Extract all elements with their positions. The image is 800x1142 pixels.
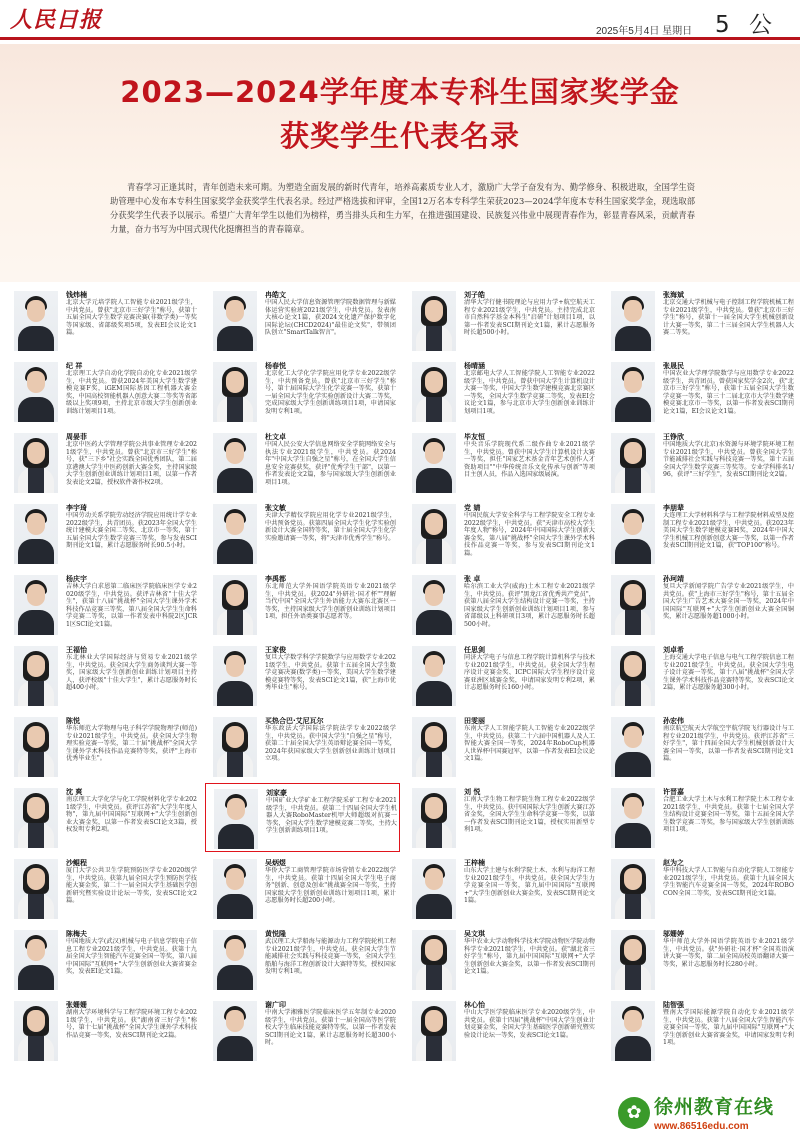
student-name: 党 婧: [464, 504, 481, 512]
student-card: [603, 428, 798, 497]
student-photo: [213, 859, 257, 919]
student-card: [6, 925, 201, 994]
student-name: 张晟民: [663, 362, 684, 370]
student-description: 中国民航大学安全科学与工程学院安全工程专业2022级学生，中共党员。获"天津市高校大学生年度人物"称号，2024年中国国际大学生创新大赛金奖，第八届"挑战杯"全国大学生课外学术科技作品竞赛一等奖，参与发表SCI期刊论文1篇。: [464, 512, 595, 557]
student-photo: [611, 859, 655, 919]
student-name: 刘卓希: [663, 646, 684, 654]
student-card: [404, 712, 599, 781]
student-name: 周晏菲: [66, 433, 87, 441]
student-photo: [412, 859, 456, 919]
student-photo: [412, 930, 456, 990]
student-card: [205, 854, 400, 923]
student-description: 清华大学行健书院理论与应用力学+航空航天工程专业2021级学生，中共党员。主持完成北京市自然科学基金本科生"启研"计划项目1项，以第一作者发表SCI期刊论文1篇，累计志愿服务时长超500小时。: [464, 299, 595, 337]
student-name: 冉皓文: [265, 291, 286, 299]
student-description: 北京大学元培学院人工智能专业2021级学生，中共党员。曾获"北京市三好学生"称号，获第十五届全国大学生数学竞赛决赛(非数学类)一等奖等国家级、省部级奖项5项，发表EI会议论文1篇。: [66, 299, 197, 337]
student-photo: [412, 362, 456, 422]
intro-paragraph: 青春学习正逢其时，青年创造未来可期。为塑造全面发展的新时代青年，培养高素质专业人才，激励广大学子奋发有为、勤学修身、积极进取，全国学生资助管理中心发布本专科生国家奖学金获奖学生代表名录。经过严格选拔和评审，全国12万名本专科学生荣获2023—2024学年度本专科生国家奖学金，现选取部分获奖学生代表予以展示。希望广大青年学生以他们为榜样，勇当排头兵和生力军，在推进强国建设、民族复兴伟业中展现青春作为，彰显青春风采，贡献青春力量，奋力书写为中国式现代化挺膺担当的青春篇章。: [110, 182, 695, 234]
student-name: 沈 爽: [66, 788, 83, 796]
student-card: [603, 712, 798, 781]
headline-line-2: 获奖学生代表名录: [279, 119, 520, 153]
student-description: 华东政法大学国际法学院法学专业2022级学生，中共党员。获中国大学生"自强之星"称号，获第二十届全国大学生英语辩论赛全国一等奖，2024年获国家级大学生创新创业训练计划项目立项。: [265, 725, 396, 763]
student-card: [205, 996, 400, 1065]
student-name: 王家俊: [265, 646, 286, 654]
student-description: 中国矿业大学矿业工程学院采矿工程专业2021级学生，中共党员。获第二十四届全国大学生机器人大赛RoboMaster机甲大师超级对抗赛一等奖，全国大学生数学建模竞赛二等奖，主持大学生创新训练项目1项。: [266, 797, 397, 835]
student-description: 北京中医药大学管理学院公共事业管理专业2021级学生，中共党员。曾获"北京市三好学生"称号，获"三下乡"社会实践全国优秀团队，第二届京港澳大学生中医药创新大赛金奖，主持国家级大学生创新创业训练计划项目1项，以第一作者发表论文2篇，授权软件著作权2项。: [66, 441, 197, 486]
student-photo: [611, 575, 655, 635]
student-card: [205, 641, 400, 710]
student-name: 孙珂靖: [663, 575, 684, 583]
student-card: [6, 783, 201, 852]
student-photo: [611, 291, 655, 351]
student-name: 王铮欣: [663, 433, 684, 441]
student-description: 华中科技大学人工智能与自动化学院人工智能专业2021级学生，中共党员。获第十九届全国大学生智能汽车竞赛全国一等奖，2024年ROBOCON全国二等奖，发表SCI期刊论文1篇。: [663, 867, 794, 897]
student-name: 任思剑: [464, 646, 485, 654]
student-card: [205, 783, 400, 852]
student-name: 陈梅夫: [66, 930, 87, 938]
student-card: [6, 357, 201, 426]
student-photo: [14, 646, 58, 706]
watermark-url: www.86516edu.com: [654, 1121, 749, 1132]
student-card: [404, 570, 599, 639]
student-description: 中山大学医学院临床医学专业2020级学生，中共党员。获第十四届"挑战杯"中国大学生创业计划竞赛金奖，全国大学生基础医学创新研究暨实验设计论坛一等奖，发表SCI论文1篇。: [464, 1009, 595, 1039]
student-name: 毕友恒: [464, 433, 485, 441]
student-card: [205, 570, 400, 639]
student-name: 杨庆宇: [66, 575, 87, 583]
student-card: [404, 996, 599, 1065]
student-photo: [412, 575, 456, 635]
student-description: 华东师范大学物理与电子科学学院物理学(师范)专业2021级学生，中共党员。获全国大学生物理实验竞赛一等奖，第二十届"挑战杯"全国大学生课外学术科技作品竞赛特等奖，获评"上海市优秀毕业生"。: [66, 725, 197, 763]
student-description: 大连理工大学材料科学与工程学院材料成型及控制工程专业2021级学生，中共党员。获2023年美国大学生数学建模竞赛H奖，2024年中国大学生机械工程创新创意大赛一等奖，以第一作者发表SCI期刊论文1篇，获"TOP100"称号。: [663, 512, 794, 550]
student-photo: [14, 575, 58, 635]
student-card: [603, 641, 798, 710]
student-description: 中国劳动关系学院劳动经济学院应用统计学专业2022级学生，共青团员。获2023年全国大学生统计建模大赛全国二等奖、北京市一等奖，第十五届全国大学生数学竞赛三等奖，参与发表SCI期刊论文1篇，累计志愿服务时长90.5小时。: [66, 512, 197, 550]
page-label: 5 公: [715, 12, 778, 38]
student-card: [603, 570, 798, 639]
student-description: 南京理工大学化学与化工学院材料化学专业2021级学生，中共党员。获评江苏省"大学生年度人物"，第九届中国国际"互联网+"大学生创新创业大赛金奖，以第一作者发表SCI论文3篇，授权发明专利2项。: [66, 796, 197, 834]
newspaper-logo: 人民日报: [10, 7, 103, 33]
student-description: 江南大学生物工程学院生物工程专业2022级学生，中共党员。获中国国际大学生创新大赛江苏省金奖，全国大学生生命科学竞赛一等奖，以第一作者发表SCI期刊论文1篇，授权实用新型专利1项。: [464, 796, 595, 834]
student-name: 王福怡: [66, 646, 87, 654]
student-photo: [611, 717, 655, 777]
student-photo: [611, 433, 655, 493]
student-description: 北京理工大学自动化学院自动化专业2021级学生，中共党员。曾获2024年美国大学生数学建模竞赛F奖，iGEM国际基因工程机器大赛金奖，中国高校智能机器人创意大赛二等奖等省部级以上奖项9项，主持北京市级大学生创新创业训练计划项目1项。: [66, 370, 197, 415]
student-card: [6, 499, 201, 568]
student-description: 南京航空航天大学航空宇航学院飞行器设计与工程专业2021级学生，中共党员。获评江苏省"三好学生"，第十四届全国大学生机械创新设计大赛全国一等奖，以第一作者发表SCI期刊论文1篇。: [663, 725, 794, 763]
student-name: 张姗姗: [66, 1001, 87, 1009]
student-photo: [14, 291, 58, 351]
student-photo: [611, 362, 655, 422]
student-photo: [14, 504, 58, 564]
headline-line-1: 2023—2024学年度本专科生国家奖学金: [120, 75, 680, 109]
student-card: [404, 641, 599, 710]
masthead: [0, 0, 800, 40]
student-photo: [412, 433, 456, 493]
student-name: 张海斌: [663, 291, 684, 299]
student-description: 华中师范大学外国语学院英语专业2021级学生，中共党员。获"外研社·国才杯"全国英语演讲大赛一等奖，第二届全国高校英语翻译大赛一等奖，累计志愿服务时长280小时。: [663, 938, 794, 968]
student-description: 东南大学人工智能学院人工智能专业2022级学生，中共党员。获第二十六届中国机器人及人工智能大赛全国一等奖，2024年RoboCup机器人世界杯中国赛冠军，以第一作者发表EI会议论文1篇。: [464, 725, 595, 763]
student-description: 复旦大学新闻学院广告学专业2021级学生，中共党员。获"上海市三好学生"称号，第十五届全国大学生广告艺术大赛全国一等奖，2024年中国国际"互联网+"大学生创新创业大赛全国铜奖，累计志愿服务超1000小时。: [663, 583, 794, 621]
student-card: [205, 428, 400, 497]
student-photo: [412, 1001, 456, 1061]
student-description: 北京化工大学化学学院应用化学专业2022级学生，中共预备党员。曾获"北京市三好学生"称号，第十届国际大学生化学竞赛一等奖，获第十一届全国大学生化学实验创新设计大赛二等奖，完成国家级大学生创新训练项目1项，申请国家发明专利1项。: [265, 370, 396, 415]
student-description: 同济大学电子与信息工程学院计算机科学与技术专业2021级学生，中共党员。获全国大学生程序设计竞赛金奖、ICPC国际大学生程序设计竞赛亚洲区域赛金奖，申请国家发明专利2项，累计志愿服务时长160小时。: [464, 654, 595, 692]
student-photo: [611, 1001, 655, 1061]
student-photo: [213, 362, 257, 422]
student-description: 合肥工业大学土木与水利工程学院土木工程专业2021级学生，中共党员。获第十七届全国大学生结构设计竞赛全国一等奖，第十五届全国大学生数学竞赛二等奖，参与国家级大学生创新训练项目1项。: [663, 796, 794, 834]
student-description: 华侨大学工商管理学院市场营销专业2022级学生，中共党员。获第十四届全国大学生电子商务"创新、创意及创业"挑战赛全国一等奖，主持国家级大学生创新创业训练计划项目1项，累计志愿服务时长超200小时。: [265, 867, 396, 905]
student-name: 李朋辈: [663, 504, 684, 512]
student-name: 吴文琪: [464, 930, 485, 938]
student-photo: [213, 291, 257, 351]
student-card: [404, 783, 599, 852]
student-card: [404, 428, 599, 497]
student-description: 中国农业大学理学院数学与应用数学专业2022级学生，共青团员。曾获国家奖学金2次，获"北京市三好学生"称号，获第十五届全国大学生数学竞赛一等奖，第三十二届北京市大学生数学建模竞赛北京市一等奖，以第一作者发表SCI期刊论文1篇，EI会议论文1篇。: [663, 370, 794, 415]
student-name: 陆智强: [663, 1001, 684, 1009]
student-card: [6, 712, 201, 781]
student-photo: [213, 717, 257, 777]
leaf-icon: ✿: [618, 1097, 650, 1129]
student-photo: [214, 789, 258, 849]
student-photo: [611, 646, 655, 706]
student-photo: [412, 717, 456, 777]
student-card: [6, 641, 201, 710]
student-description: 中国地质大学(北京)水资源与环境学院环境工程专业2021级学生，中共党员。曾获全国大学生节能减排社会实践与科技竞赛一等奖，第十五届全国大学生数学竞赛三等奖等。专业学科排名1/96，获评"三好学生"，发表SCI期刊论文2篇。: [663, 441, 794, 479]
student-description: 中央音乐学院现代系二级作曲专业2021级学生，中共党员。曾获中国大学生计算机设计大赛一等奖，担任"国家艺术基金青年艺术创作人才资助项目""中华传统音乐文化传承与创新"等项目主创人员，作品入选国家级展演。: [464, 441, 595, 479]
student-name: 李宇琦: [66, 504, 87, 512]
student-name: 沙鲲程: [66, 859, 87, 867]
student-photo: [611, 504, 655, 564]
student-name: 赵为之: [663, 859, 684, 867]
student-card: [404, 357, 599, 426]
student-photo: [213, 930, 257, 990]
student-description: 武汉理工大学船海与能源动力工程学院轮机工程专业2021级学生，中共党员。获全国大学生节能减排社会实践与科技竞赛一等奖，全国大学生船舶与海洋工程创新设计大赛特等奖，授权国家发明专利1项。: [265, 938, 396, 976]
student-photo: [14, 717, 58, 777]
student-photo: [611, 930, 655, 990]
student-photo: [213, 646, 257, 706]
student-card: [404, 286, 599, 355]
student-name: 吴炳煜: [265, 859, 286, 867]
student-description: 山东大学土建与水利学院土木、水利与海洋工程专业2021级学生，中共党员。获全国大学生力学竞赛全国一等奖，第九届中国国际"互联网+"大学生创新创业大赛金奖，发表SCI期刊论文1篇。: [464, 867, 595, 905]
student-grid: [6, 286, 794, 1138]
student-name: 王梓楠: [464, 859, 485, 867]
student-name: 钱炜楠: [66, 291, 87, 299]
student-name: 孙宏伟: [663, 717, 684, 725]
student-name: 黄悦隆: [265, 930, 286, 938]
student-photo: [412, 504, 456, 564]
student-photo: [14, 433, 58, 493]
student-name: 杨春悦: [265, 362, 286, 370]
student-card: [6, 996, 201, 1065]
student-name: 刘 悦: [464, 788, 481, 796]
student-photo: [14, 788, 58, 848]
student-description: 暨南大学国际能源学院自动化专业2021级学生，中共党员。获第十八届全国大学生智能汽车竞赛全国一等奖，第九届中国国际"互联网+"大学生创新创业大赛省赛金奖，申请国家发明专利1项。: [663, 1009, 794, 1047]
student-name: 许晋嘉: [663, 788, 684, 796]
student-card: [404, 854, 599, 923]
student-card: [205, 286, 400, 355]
student-name: 买热合巴·艾尼瓦尔: [265, 717, 324, 725]
student-name: 张 卓: [464, 575, 481, 583]
student-photo: [213, 575, 257, 635]
student-name: 刘家豪: [266, 789, 287, 797]
student-description: 复旦大学数学科学学院数学与应用数学专业2021级学生，中共党员。获第十五届全国大学生数学竞赛决赛(数学类)一等奖，美国大学生数学建模竞赛特等奖，发表SCI论文1篇，获"上海市优秀毕业生"称号。: [265, 654, 396, 692]
student-card: [603, 996, 798, 1065]
student-card: [603, 783, 798, 852]
issue-date: 2025年5月4日 星期日: [596, 26, 693, 37]
student-card: [6, 570, 201, 639]
student-name: 田雯丽: [464, 717, 485, 725]
student-photo: [14, 930, 58, 990]
student-card: [6, 428, 201, 497]
student-name: 张文敏: [265, 504, 286, 512]
student-name: 纪 祥: [66, 362, 83, 370]
student-name: 林心怡: [464, 1001, 485, 1009]
student-photo: [412, 291, 456, 351]
student-card: [603, 357, 798, 426]
student-description: 哈尔滨工业大学(威海)土木工程专业2021级学生，中共党员。获评"黑龙江省优秀共产党员"，获第八届全国大学生结构设计竞赛一等奖，主持国家级大学生创新创业训练计划项目1项，参与省部级以上科研项目3项，累计志愿服务时长超500小时。: [464, 583, 595, 628]
student-description: 北京邮电大学人工智能学院人工智能专业2022级学生，中共党员。曾获中国大学生计算机设计大赛一等奖，中国大学生数学建模竞赛北京赛区一等奖，全国大学生数学竞赛二等奖，发表EI会议论文1篇，参与北京市大学生创新创业训练计划项目1项。: [464, 370, 595, 415]
student-description: 中国人民大学信息资源管理学院数据管理与新媒体运营实验班2021级学生，中共党员。发表南大核心论文1篇，获2024文化遗产保护数字化国际论坛(CHCD2024)"最佳论文奖"，带领团队创立"SmartTalk智言"。: [265, 299, 396, 337]
student-photo: [412, 788, 456, 848]
student-card: [404, 499, 599, 568]
student-name: 刘子皓: [464, 291, 485, 299]
student-card: [603, 925, 798, 994]
student-photo: [14, 362, 58, 422]
student-card: [6, 854, 201, 923]
student-name: 谢广印: [265, 1001, 286, 1009]
student-photo: [14, 859, 58, 919]
student-photo: [213, 433, 257, 493]
student-description: 中国人民公安大学信息网络安全学院网络安全与执法专业2021级学生，中共党员。获2024年"中国大学生自强之星"称号，在全国大学生信息安全竞赛获奖，获评"优秀学生干部"，以第一作者发表论文2篇，参与国家级大学生创新创业项目1项。: [265, 441, 396, 486]
student-description: 北京交通大学机械与电子控制工程学院机械工程专业2021级学生，中共党员。曾获"北京市三好学生"称号，获第十一届全国大学生机械创新设计大赛一等奖，第二十三届全国大学生机器人大赛二等奖。: [663, 299, 794, 337]
watermark-title: 徐州教育在线: [654, 1096, 775, 1118]
student-name: 陈悦: [66, 717, 80, 725]
student-card: [205, 357, 400, 426]
student-card: [6, 286, 201, 355]
student-name: 邬姗婷: [663, 930, 684, 938]
student-description: 中国地质大学(武汉)机械与电子信息学院电子信息工程专业2021级学生，中共党员。获第十九届全国大学生智能汽车竞赛全国一等奖，第八届中国国际"互联网+"大学生创新创业大赛省赛金奖，发表EI论文1篇。: [66, 938, 197, 976]
student-photo: [14, 1001, 58, 1061]
student-card: [603, 286, 798, 355]
student-description: 东北师范大学外国语学院英语专业2021级学生，中共党员。获2024"外研社·国才杯""理解当代中国"全国大学生外语能力大赛东北赛区一等奖，主持国家级大学生创新创业训练计划项目1项，担任外语类赛事志愿者等。: [265, 583, 396, 621]
student-photo: [213, 1001, 257, 1061]
student-description: 天津大学精仪学院应用化学专业2021级学生，中共预备党员。获第四届全国大学生化学实验创新设计大赛全国特等奖，第十届全国大学生化学实验邀请赛一等奖，将"天津市优秀学生"称号。: [265, 512, 396, 542]
student-description: 华中农业大学动物科学技术学院动物医学院动物科学专业2021级学生，中共党员。获"湖北省三好学生"称号，第九届中国国际"互联网+"大学生创新创业大赛金奖，以第一作者发表SCI期刊论文1篇。: [464, 938, 595, 976]
student-card: [205, 925, 400, 994]
student-description: 中南大学湘雅医学院临床医学五年制专业2020级学生，中共党员。获第十一届全国高等医学院校大学生临床技能竞赛特等奖，以第一作者发表SCI期刊论文1篇，累计志愿服务时长超300小时。: [265, 1009, 396, 1047]
watermark: [612, 1087, 800, 1142]
student-card: [205, 712, 400, 781]
student-description: 湖南大学环境科学与工程学院环境工程专业2021级学生，中共党员。获"湖南省三好学生"称号，第十七届"挑战杯"全国大学生课外学术科技作品竞赛一等奖，发表SCI期刊论文2篇。: [66, 1009, 197, 1039]
student-description: 上海交通大学电子信息与电气工程学院信息工程专业2021级学生，中共党员。获全国大学生电子设计竞赛一等奖，第十八届"挑战杯"全国大学生课外学术科技作品竞赛特等奖，发表SCI论文2篇，累计志愿服务超300小时。: [663, 654, 794, 692]
student-description: 吉林大学白求恩第二临床医学院临床医学专业2020级学生，中共党员。获评吉林省"十佳大学生"，获第十八届"挑战杯"全国大学生课外学术科技作品竞赛三等奖，第八届全国大学生生命科学竞赛二等奖，以第一作者发表中科院2区JCR1区SCI论文1篇。: [66, 583, 197, 628]
student-description: 东北林业大学国际经济与贸易专业2021级学生，中共党员。获全国大学生商务谈判大赛一等奖，国家级大学生创新创业训练计划项目主持人，获评校级"十佳大学生"，累计志愿服务时长超400小时。: [66, 654, 197, 692]
student-card: [404, 925, 599, 994]
student-card: [603, 854, 798, 923]
student-photo: [611, 788, 655, 848]
student-photo: [213, 504, 257, 564]
student-card: [205, 499, 400, 568]
student-description: 厦门大学公共卫生学院预防医学专业2020级学生，中共党员。获第九届全国大学生预防医学技能大赛金奖，第二十一届全国大学生基础医学创新研究暨实验设计论坛一等奖，发表SCI论文2篇。: [66, 867, 197, 905]
student-name: 李禹都: [265, 575, 286, 583]
student-photo: [412, 646, 456, 706]
student-name: 杜文卓: [265, 433, 286, 441]
student-name: 杨晴涵: [464, 362, 485, 370]
student-card: [603, 499, 798, 568]
